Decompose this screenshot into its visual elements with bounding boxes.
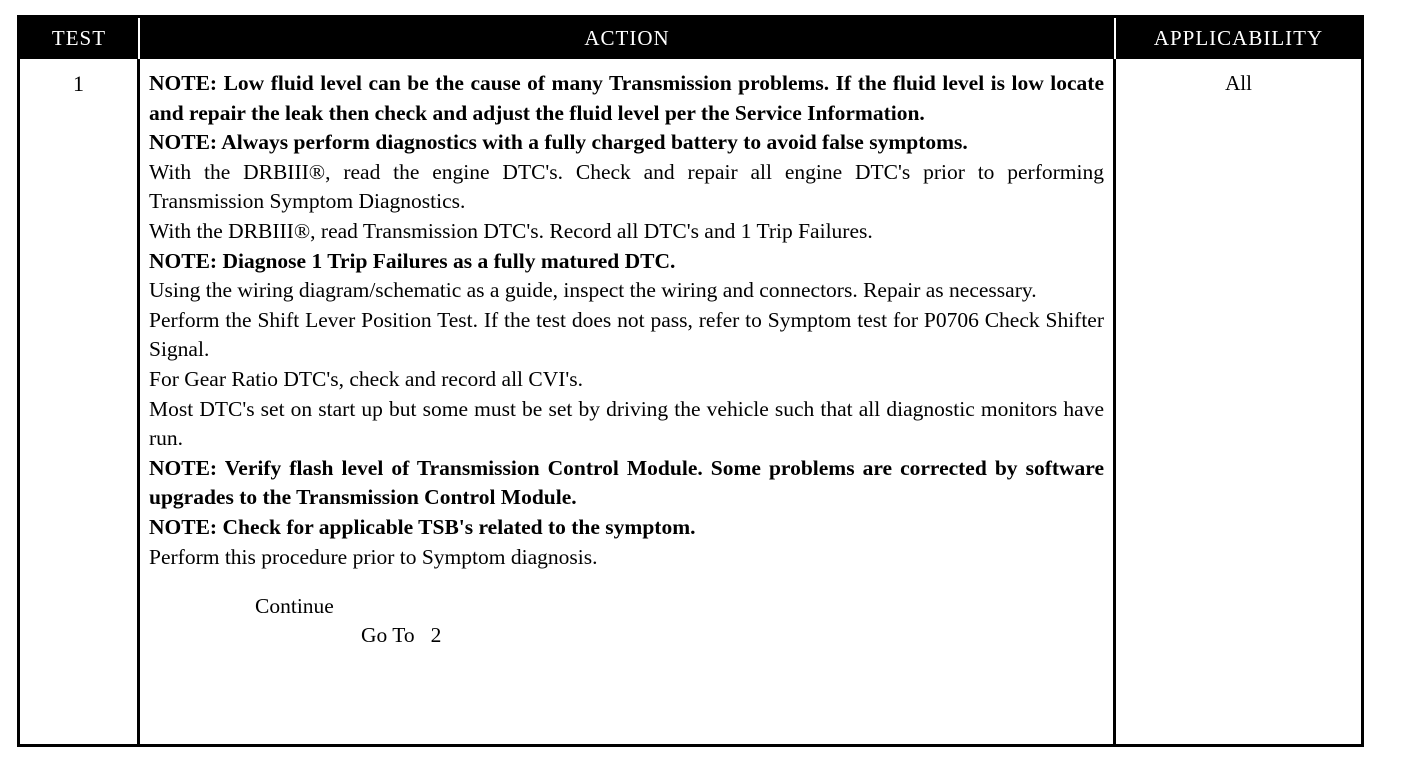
table-header [20, 18, 1361, 59]
goto-link[interactable] [149, 621, 1104, 650]
header-test: TEST [20, 18, 140, 59]
action-line: With the DRBIII®, read the engine DTC's. Check and repair all engine DTC's prior to performing Transmission Symptom Diagnostics. [149, 159, 1104, 214]
result-continue: Continue [255, 594, 334, 619]
action-line: With the DRBIII®, read Transmission DTC's. Record all DTC's and 1 Trip Failures. [149, 218, 873, 243]
goto-label: Go To [361, 623, 415, 648]
action-line: For Gear Ratio DTC's, check and record all CVI's. [149, 366, 584, 391]
goto-target[interactable]: 2 [430, 623, 442, 648]
header-applicability: APPLICABILITY [1153, 26, 1324, 50]
action-line: Perform the Shift Lever Position Test. If the test does not pass, refer to Symptom test for P0706 Check Shifter Signal. [149, 307, 1104, 362]
action-line: Perform this procedure prior to Symptom diagnosis. [149, 544, 598, 569]
action-line: Using the wiring diagram/schematic as a guide, inspect the wiring and connectors. Repair as necessary. [149, 278, 1037, 303]
test-number: 1 [20, 59, 140, 744]
action-line: NOTE: Diagnose 1 Trip Failures as a fully matured DTC. [149, 248, 676, 273]
table-row [20, 59, 1361, 744]
action-line: NOTE: Verify flash level of Transmission Control Module. Some problems are corrected by software upgrades to the Transmission Control Module. [149, 455, 1104, 510]
action-line: NOTE: Low fluid level can be the cause of many Transmission problems. If the fluid level is low locate and repair the leak then check and adjust the fluid level per the Service Information. [149, 71, 1104, 125]
header-action: ACTION [140, 18, 1116, 59]
applicability-value: All [1225, 71, 1252, 95]
action-line: Most DTC's set on start up but some must be set by driving the vehicle such that all diagnostic monitors have run. [149, 396, 1104, 451]
action-cell [140, 59, 1116, 744]
diagnostic-table [17, 15, 1364, 747]
action-line: NOTE: Check for applicable TSB's related to the symptom. [149, 514, 696, 539]
action-line: NOTE: Always perform diagnostics with a fully charged battery to avoid false symptoms. [149, 130, 968, 155]
